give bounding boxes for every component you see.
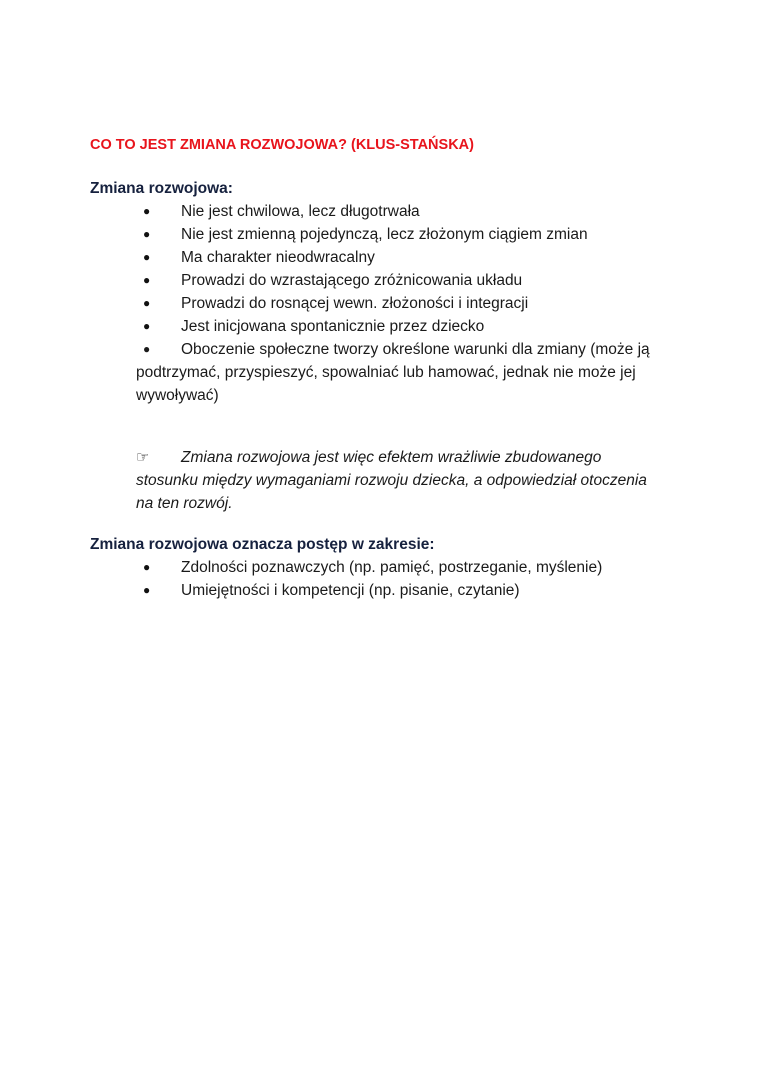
list-item-text: Jest inicjowana spontanicznie przez dziecko <box>181 318 485 335</box>
list-item <box>0 269 530 292</box>
list-item-text: Prowadzi do rosnącej wewn. złożoności i integracji <box>181 295 529 312</box>
list-item <box>0 223 588 246</box>
list-item <box>0 246 530 269</box>
list-item-text: Oboczenie społeczne tworzy określone warunki dla zmiany (może ją podtrzymać, przyspieszyć, spowalniać lub hamować, jednak nie może jej wywoływać) <box>136 341 650 404</box>
page-title: CO TO JEST ZMIANA ROZWOJOWA? (KLUS-STAŃSKA) <box>90 137 474 153</box>
section-heading-progress-scope: Zmiana rozwojowa oznacza postęp w zakresie: <box>90 536 435 553</box>
pointing-hand-icon: ☞ <box>136 449 150 466</box>
list-item-wrapped <box>136 338 666 407</box>
bullet-icon: ● <box>143 583 151 597</box>
bullet-icon: ● <box>143 273 151 287</box>
bullet-icon: ● <box>143 227 151 241</box>
section-heading-development-change: Zmiana rozwojowa: <box>90 180 233 197</box>
list-item <box>0 338 650 407</box>
bullet-list-characteristics <box>0 200 650 407</box>
bullet-icon: ● <box>143 250 151 264</box>
list-item <box>0 292 530 315</box>
bullet-icon: ● <box>143 319 151 333</box>
list-item <box>0 315 530 338</box>
list-item-text: Nie jest zmienną pojedynczą, lecz złożonym ciągiem zmian <box>181 226 588 243</box>
bullet-icon: ● <box>143 560 151 574</box>
bullet-icon: ● <box>143 296 151 310</box>
summary-note-text: Zmiana rozwojowa jest więc efektem wrażliwie zbudowanego stosunku między wymaganiami rozwoju dziecka, a odpowiedział otoczenia na ten rozwój. <box>136 449 647 512</box>
bullet-icon: ● <box>143 204 151 218</box>
list-item-text: Zdolności poznawczych (np. pamięć, postrzeganie, myślenie) <box>181 559 603 576</box>
list-item-text: Nie jest chwilowa, lecz długotrwała <box>181 203 420 220</box>
list-item-text: Umiejętności i kompetencji (np. pisanie, czytanie) <box>181 582 520 599</box>
bullet-icon: ● <box>143 342 151 356</box>
summary-note <box>136 446 666 515</box>
list-item <box>0 200 530 223</box>
list-item-text: Prowadzi do wzrastającego zróżnicowania układu <box>181 272 523 289</box>
list-item-text: Ma charakter nieodwracalny <box>181 249 375 266</box>
